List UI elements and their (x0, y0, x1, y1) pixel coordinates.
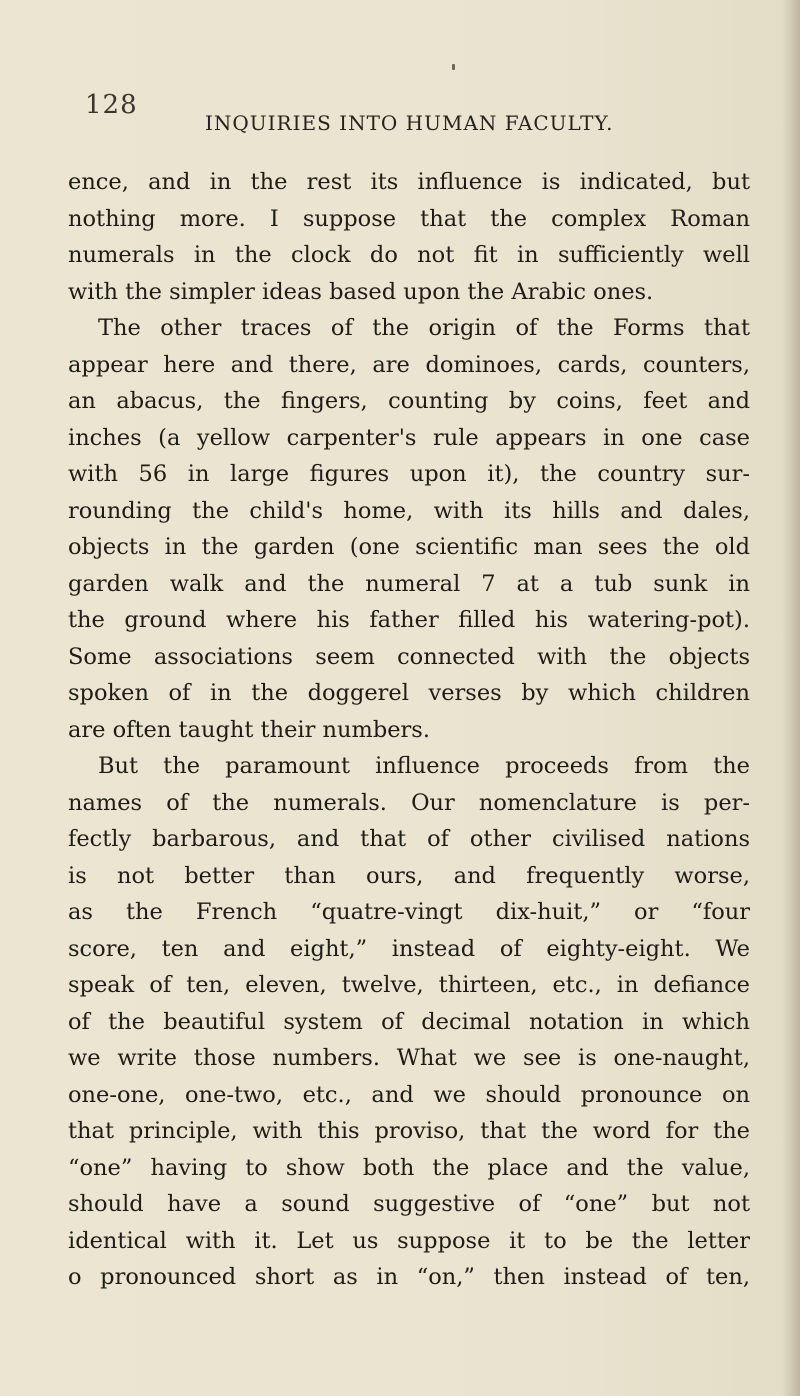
text-line: that principle, with this proviso, that the word for the (68, 1118, 750, 1144)
text-line: nothing more. I suppose that the complex Roman (68, 205, 750, 232)
text-line: the ground where his father filled his watering-pot). (68, 607, 750, 633)
text-line: score, ten and eight,” instead of eighty-eight. We (68, 935, 750, 962)
text-line: appear here and there, are dominoes, cards, counters, (68, 351, 750, 378)
text-line: objects in the garden (one scientific man sees the old (68, 534, 750, 560)
text-line: o pronounced short as in “on,” then instead of ten, (68, 1264, 750, 1290)
ink-speck (452, 64, 455, 70)
running-head: INQUIRIES INTO HUMAN FACULTY. (205, 111, 614, 135)
text-line: with the simpler ideas based upon the Arabic ones. (68, 278, 654, 305)
text-line: “one” having to show both the place and the value, (68, 1154, 750, 1181)
page-number: 128 (85, 90, 138, 120)
text-line: names of the numerals. Our nomenclature is per- (68, 789, 750, 816)
body-text (68, 164, 750, 1296)
text-line: ence, and in the rest its influence is indicated, but (68, 169, 750, 195)
text-line: are often taught their numbers. (68, 716, 430, 743)
text-line: should have a sound suggestive of “one” but not (68, 1191, 750, 1217)
text-line: garden walk and the numeral 7 at a tub sunk in (68, 570, 750, 597)
text-line: as the French “quatre-vingt dix-huit,” or “four (68, 899, 750, 925)
text-line: spoken of in the doggerel verses by which children (68, 680, 750, 706)
text-line: is not better than ours, and frequently worse, (68, 862, 750, 889)
text-line: numerals in the clock do not fit in sufficiently well (68, 242, 750, 268)
text-line: Some associations seem connected with the objects (68, 643, 750, 670)
page-edge-shadow (782, 0, 800, 1396)
text-line: identical with it. Let us suppose it to be the letter (68, 1227, 750, 1254)
text-line: of the beautiful system of decimal notation in which (68, 1008, 750, 1035)
paragraph-start-line: The other traces of the origin of the Forms that (98, 315, 750, 341)
paragraph-start-line: But the paramount influence proceeds from the (98, 753, 750, 779)
text-line: an abacus, the fingers, counting by coins, feet and (68, 388, 750, 414)
text-line: we write those numbers. What we see is one-naught, (68, 1045, 750, 1071)
text-line: speak of ten, eleven, twelve, thirteen, etc., in defiance (68, 972, 750, 998)
text-line: with 56 in large figures upon it), the country sur- (68, 461, 750, 487)
text-line: one-one, one-two, etc., and we should pronounce on (68, 1081, 750, 1108)
text-line: inches (a yellow carpenter's rule appears in one case (68, 424, 750, 451)
text-line: fectly barbarous, and that of other civilised nations (68, 826, 750, 852)
text-line: rounding the child's home, with its hills and dales, (68, 497, 750, 524)
